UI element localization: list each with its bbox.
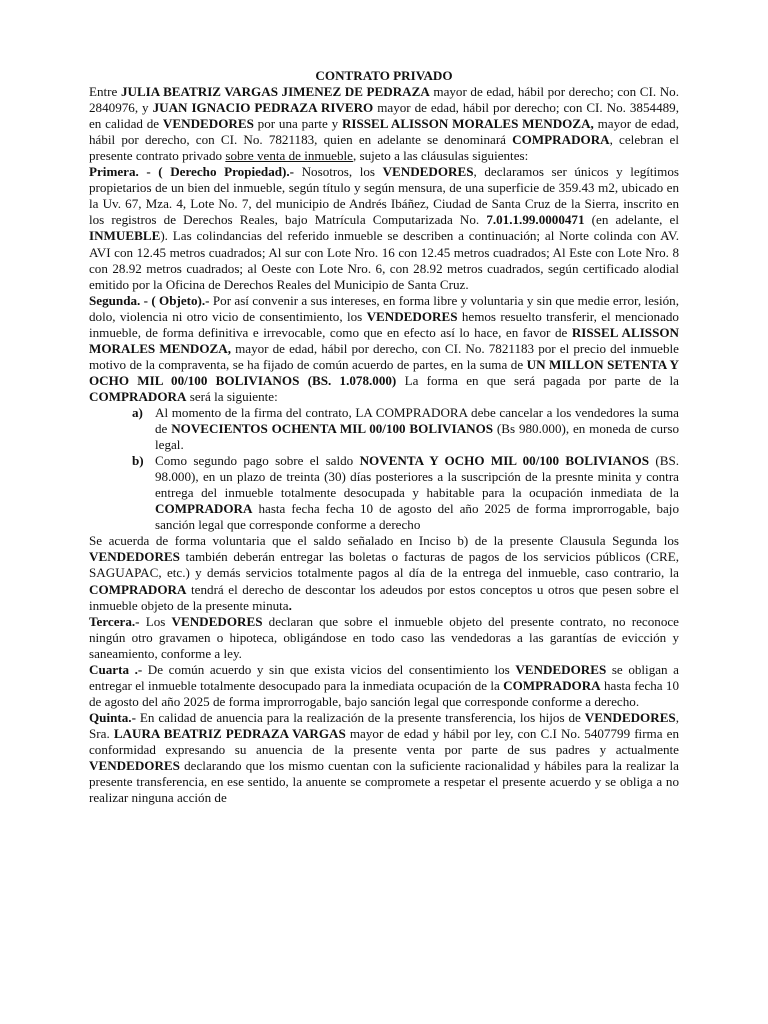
saldo-paragraph [89, 533, 679, 613]
term-compradora: COMPRADORA [89, 581, 187, 597]
list-marker: b) [132, 453, 144, 469]
clause-text: Nosotros, los [294, 164, 383, 180]
intro-text: , sujeto a las cláusulas siguientes: [352, 148, 529, 164]
paragraph-text: también deberán entregar las boletas o facturas de pagos de los servicios públicos (CRE, SAGUAPAC, etc.) y demás servicios totalmente pagos al día de la entrega del inmueble, caso contrario, la [89, 549, 679, 581]
list-item [89, 405, 679, 453]
intro-text: mayor de edad, hábil por derecho, con CI. No. 7821183, quien en adelante se denominará [89, 116, 679, 148]
item-text: (BS. 98.000), en un plazo de treinta (30) días posteriores a la suscripción de la presnte minita y contra entrega del inmueble totalmente desocupada y habitable para la ocupación inmediata de la [155, 453, 679, 501]
paragraph-end: . [288, 597, 292, 613]
term-vendedores: VENDEDORES [89, 758, 180, 774]
term-vendedores: VENDEDORES [162, 116, 254, 132]
price-amount: UN MILLON SETENTA Y OCHO MIL 00/100 BOLIVIANOS (BS. 1.078.000) [89, 356, 679, 388]
clause-text: declaran que sobre el inmueble objeto del presente contrato, no reconoce ningún otro gravamen o hipoteca, obligándose en todo caso las vendedoras a las garantías de evicción y saneamiento, conforme a ley. [89, 613, 679, 661]
clause-text: mayor de edad, hábil por derecho, con CI. No. 7821183 por el precio del inmueble motivo de la compraventa, se ha fijado de común acuerdo de partes, en la suma de [89, 340, 679, 372]
clause-text: declarando que los mismo cuentan con la suficiente racionalidad y hábiles para la realizar la presente transferencia, en ese sentido, la anuente se compromete a respetar el presente acuerdo y se obliga a no realizar ninguna acción de [89, 758, 679, 806]
buyer-name: RISSEL ALISSON MORALES MENDOZA, [341, 116, 594, 132]
item-text: hasta fecha fecha 10 de agosto del año 2025 de forma improrrogable, bajo sanción legal que corresponde conforme a derecho [155, 501, 679, 533]
clause-text: La forma en que será pagada por parte de la [396, 372, 679, 388]
contract-document [89, 68, 679, 806]
payment-list [89, 405, 679, 533]
clause-cuarta [89, 662, 679, 710]
term-inmueble: INMUEBLE [89, 228, 161, 244]
underlined-phrase: sobre venta de inmueble [225, 148, 353, 164]
clause-heading: Segunda. - ( Objeto).- [89, 292, 210, 308]
item-amount: NOVENTA Y OCHO MIL 00/100 BOLIVIANOS [359, 453, 650, 469]
document-title: CONTRATO PRIVADO [315, 68, 453, 83]
clause-heading: Primera. - ( Derecho Propiedad).- [89, 164, 295, 180]
term-vendedores: VENDEDORES [584, 709, 676, 725]
term-vendedores: VENDEDORES [515, 661, 607, 677]
term-compradora: COMPRADORA [89, 388, 187, 404]
clause-text: hasta fecha 10 de agosto del año 2025 de forma improrrogable, bajo sanción legal que corresponde conforme a derecho. [89, 677, 679, 709]
clause-quinta [89, 710, 679, 806]
paragraph-text: Se acuerda de forma voluntaria que el saldo señalado en Inciso b) de la presente Clausula Segunda los [89, 533, 679, 549]
paragraph-text: tendrá el derecho de descontar los adeudos por estos conceptos u otros que pesen sobre el inmueble objeto de la presente minuta [89, 581, 679, 613]
list-marker: a) [132, 404, 143, 420]
intro-text: Entre [89, 84, 121, 100]
clause-segunda [89, 293, 679, 405]
clause-heading: Tercera.- [89, 613, 140, 629]
clause-tercera [89, 614, 679, 662]
clause-text: De común acuerdo y sin que exista vicios del consentimiento los [142, 661, 516, 677]
clause-text: Los [139, 613, 172, 629]
item-amount: NOVECIENTOS OCHENTA MIL 00/100 BOLIVIANOS [171, 421, 494, 437]
clause-text: , Sra. [89, 709, 679, 741]
intro-text: mayor de edad, hábil por derecho; con CI. No. 3854489, en calidad de [89, 100, 679, 132]
buyer-name: RISSEL ALISSON MORALES MENDOZA, [89, 324, 679, 356]
clause-text: Por así convenir a sus intereses, en forma libre y voluntaria y sin que medie error, lesión, dolo, violencia ni otro vicio de consentimiento, los [89, 292, 680, 324]
anuente-name: LAURA BEATRIZ PEDRAZA VARGAS [113, 725, 346, 741]
term-compradora: COMPRADORA [503, 677, 601, 693]
intro-paragraph [89, 84, 679, 164]
term-compradora: COMPRADORA [512, 132, 610, 148]
term-vendedores: VENDEDORES [89, 549, 180, 565]
clause-text: mayor de edad y hábil por ley, con C.I No. 5407799 firma en conformidad expresando su anuencia de la presente venta por parte de sus padres y actualmente [89, 725, 679, 757]
intro-text: , celebran el presente contrato privado [89, 132, 679, 164]
list-item [89, 453, 679, 533]
clause-heading: Cuarta .- [89, 661, 143, 677]
seller-name-2: JUAN IGNACIO PEDRAZA RIVERO [152, 100, 374, 116]
clause-text: En calidad de anuencia para la realización de la presente transferencia, los hijos de [135, 709, 585, 725]
clause-text: hemos resuelto transferir, el mencionado inmueble, de forma definitiva e irrevocable, como que en efecto así lo hace, en favor de [89, 308, 679, 340]
clause-text: (en adelante, el [584, 212, 679, 228]
clause-text: , declaramos ser únicos y legítimos propietarios de un bien del inmueble, según título y según mensura, de una superficie de 359.43 m2, ubicado en la Uv. 67, Mza. 4, Lote No. 7, del municipio de Andrés Ibáñez, Ciudad de Santa Cruz de la Sierra, inscrito en los registros de Derechos Reales, bajo Matrícula Computarizada No. [89, 164, 679, 228]
item-text: (Bs 980.000), en moneda de curso legal. [155, 421, 679, 453]
clause-primera [89, 164, 679, 292]
seller-name-1: JULIA BEATRIZ VARGAS JIMENEZ DE PEDRAZA [120, 84, 430, 100]
item-text: Al momento de la firma del contrato, LA COMPRADORA debe cancelar a los vendedores la suma de [155, 404, 679, 437]
term-vendedores: VENDEDORES [171, 613, 263, 629]
clause-text: será la siguiente: [186, 388, 278, 404]
clause-text: ). Las colindancias del referido inmueble se describen a continuación; al Norte colinda con AV. AVI con 12.45 metros cuadrados; Al sur con Lote Nro. 16 con 12.45 metros cuadrados; Al Este con Lote Nro. 8 con 28.92 metros cuadrados; al Oeste con Lote Nro. 6, con 28.92 metros cuadrados, según certificado alodial emitido por la Oficina de Derechos Reales del Municipio de Santa Cruz. [89, 228, 679, 292]
intro-text: mayor de edad, hábil por derecho; con CI. No. 2840976, y [89, 84, 679, 116]
term-vendedores: VENDEDORES [366, 308, 458, 324]
term-compradora: COMPRADORA [155, 501, 253, 517]
term-vendedores: VENDEDORES [382, 164, 474, 180]
clause-text: se obligan a entregar el inmueble totalmente desocupado para la inmediata ocupación de la [89, 661, 679, 693]
intro-text: por una parte y [253, 116, 342, 132]
item-text: Como segundo pago sobre el saldo [155, 453, 360, 469]
matricula-number: 7.01.1.99.0000471 [486, 212, 585, 228]
clause-heading: Quinta.- [89, 709, 136, 725]
